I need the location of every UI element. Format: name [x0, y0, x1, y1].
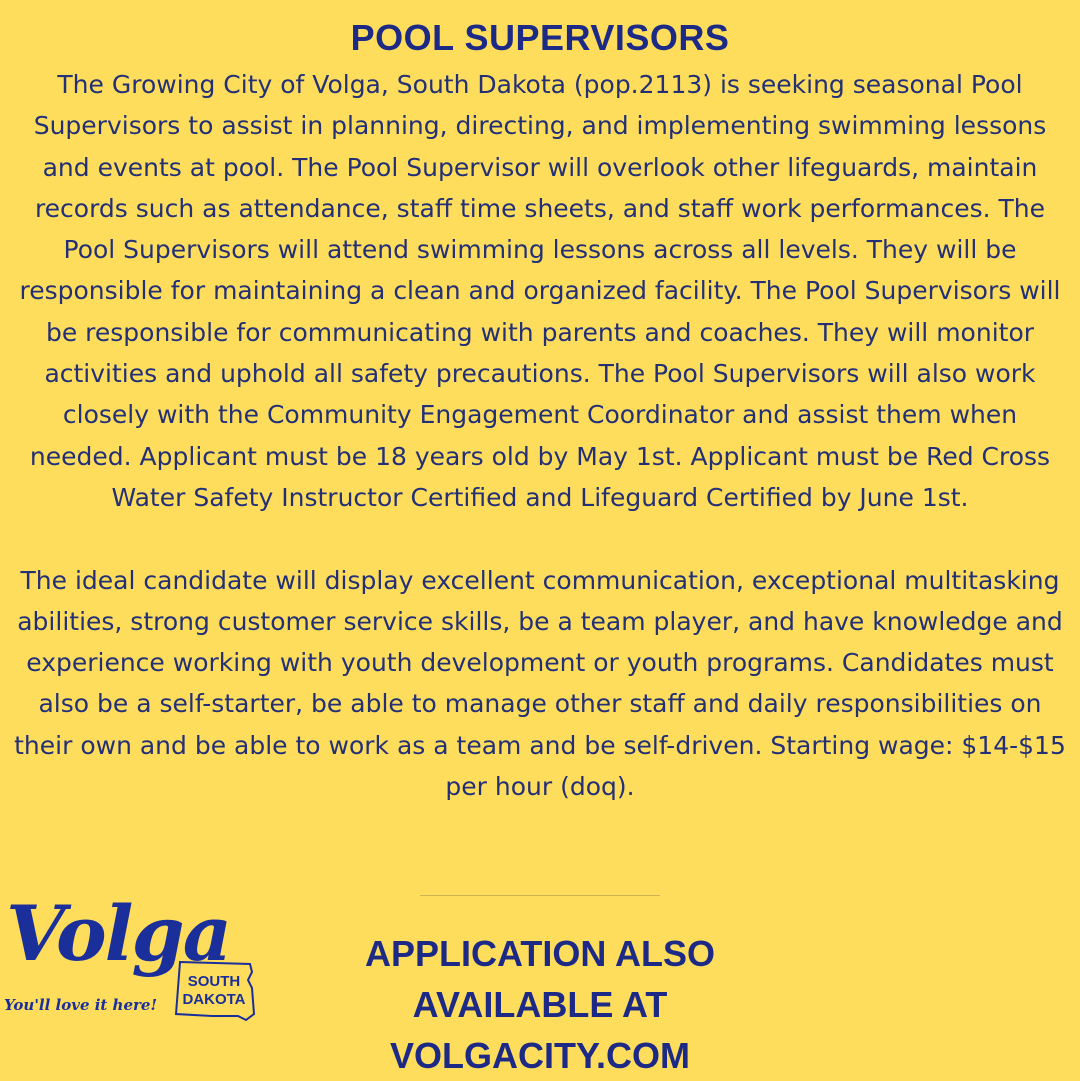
description-paragraph: The Growing City of Volga, South Dakota (pop.2113) is seeking seasonal Pool Supervisors to assist in planning, directing, and implementing swimming lessons and events at pool. The Pool Supervisor will overlook other lifeguards, maintain records such as attendance, staff time sheets, and staff work performances. The Pool Supervisors will attend swimming lessons across all levels. They will be responsible for maintaining a clean and organized facility. The Pool Supervisors will be responsible for communicating with parents and coaches. They will monitor activities and uphold all safety precautions. The Pool Supervisors will also work closely with the Community Engagement Coordinator and assist them when needed. Applicant must be 18 years old by May 1st. Applicant must be Red Cross Water Safety Instructor Certified and Lifeguard Certified by June 1st.: [19, 70, 1061, 512]
logo-tagline: You'll love it here!: [4, 996, 158, 1014]
divider: [420, 895, 660, 896]
job-description: [12, 64, 1068, 807]
volga-logo: [0, 890, 270, 1030]
cta-line-1: APPLICATION ALSO: [365, 933, 715, 974]
requirements-paragraph: The ideal candidate will display excellent communication, exceptional multitasking abilities, strong customer service skills, be a team player, and have knowledge and experience working with youth development or youth programs. Candidates must also be a self-starter, be able to manage other staff and daily responsibilities on their own and be able to work as a team and be self-driven. Starting wage: $14-$15 per hour (doq).: [14, 565, 1066, 802]
page-title: POOL SUPERVISORS: [350, 17, 730, 58]
logo-state-line-2: DAKOTA: [182, 991, 246, 1008]
application-cta: [330, 928, 750, 1081]
cta-website: VOLGACITY.COM: [389, 1035, 690, 1076]
cta-line-2: AVAILABLE AT: [412, 984, 668, 1025]
logo-wordmark: Volga: [6, 890, 230, 978]
logo-state-line-1: SOUTH: [187, 973, 241, 990]
